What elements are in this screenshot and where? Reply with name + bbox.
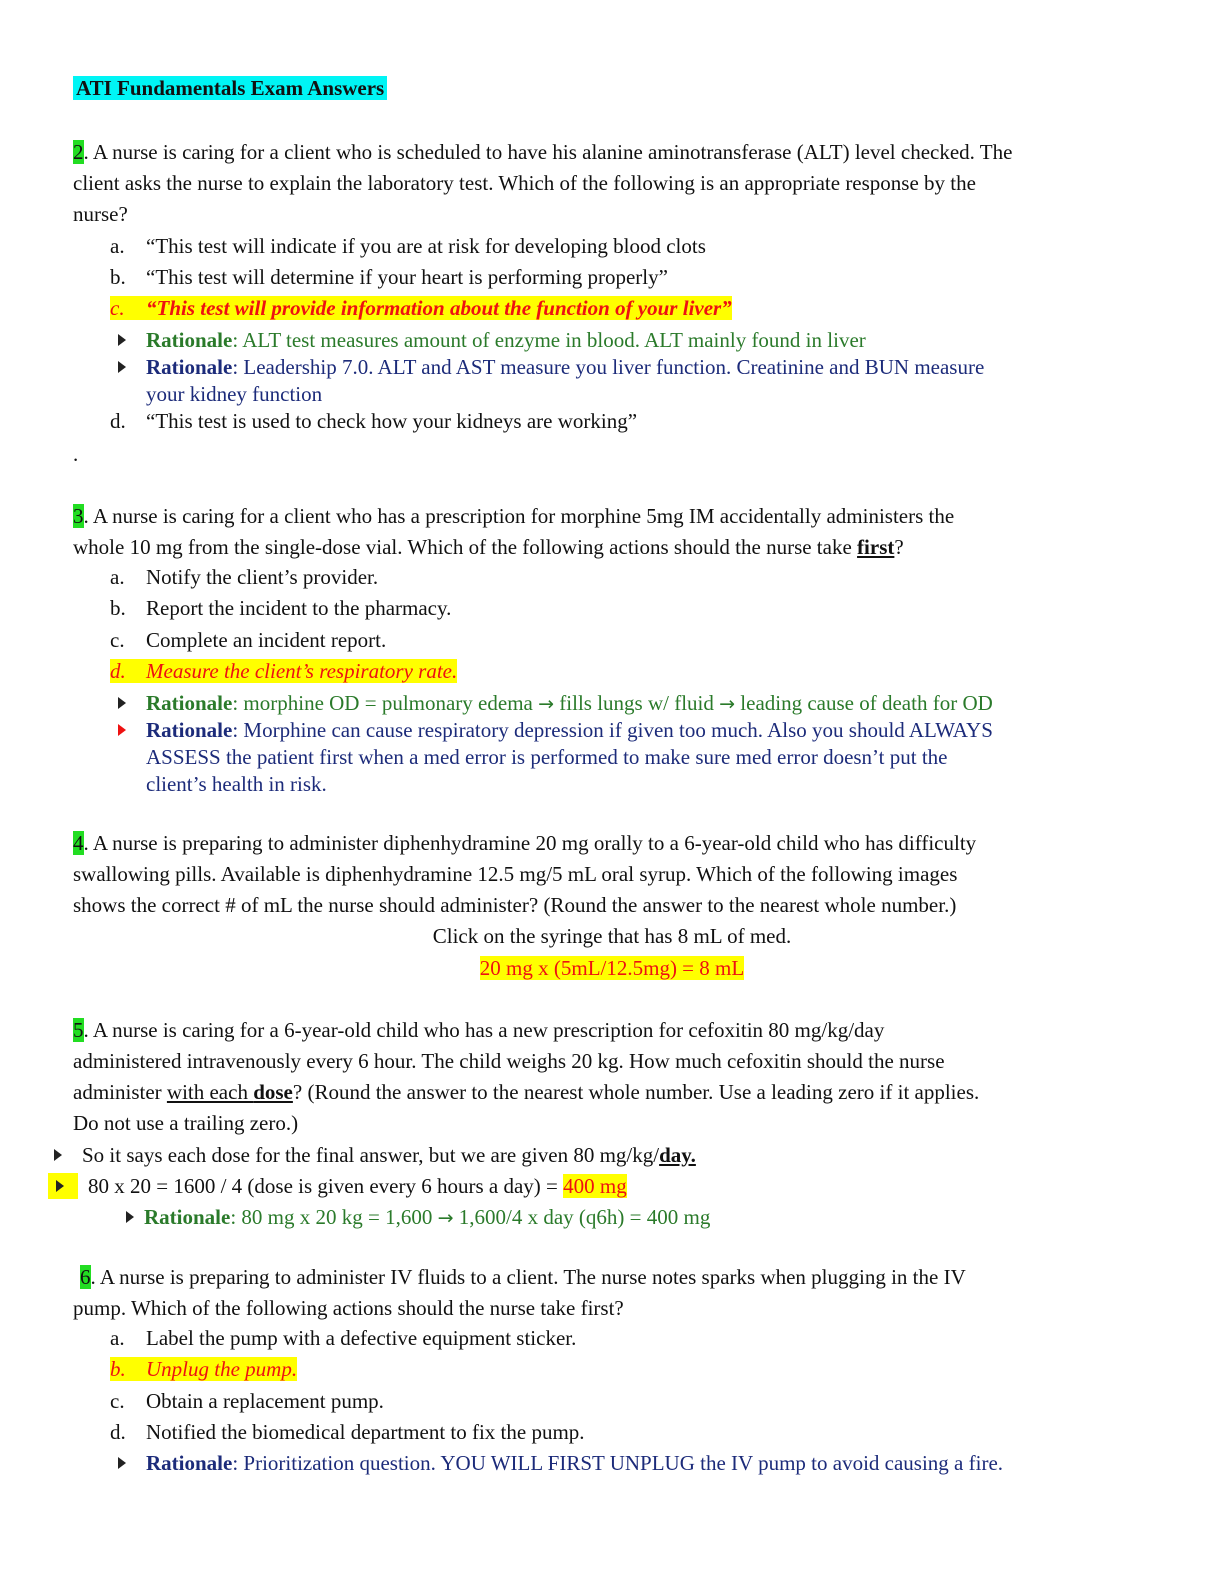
right-arrow-icon: → bbox=[437, 1207, 454, 1229]
q5-line2: administered intravenously every 6 hour. The child weighs 20 kg. How much cefoxitin should the nurse bbox=[73, 1049, 945, 1073]
bullet-arrow-icon bbox=[118, 724, 126, 736]
q3-option-b: b. Report the incident to the pharmacy. bbox=[110, 596, 452, 620]
q2-line1: 2. A nurse is caring for a client who is scheduled to have his alanine aminotransferase (ALT) level checked. The bbox=[73, 140, 1013, 164]
q2-rationale-2-cont: your kidney function bbox=[146, 382, 323, 406]
q3-line2: whole 10 mg from the single-dose vial. Which of the following actions should the nurse take first? bbox=[73, 535, 904, 559]
q4-line2: swallowing pills. Available is diphenhydramine 12.5 mg/5 mL oral syrup. Which of the following images bbox=[73, 862, 958, 886]
q2-option-c-correct: c. “This test will provide information about the function of your liver” bbox=[110, 296, 732, 320]
q4-instruction: Click on the syringe that has 8 mL of med. bbox=[432, 924, 792, 948]
q6-option-c: c. Obtain a replacement pump. bbox=[110, 1389, 384, 1413]
q3-rationale-2: Rationale: Morphine can cause respiratory depression if given too much. Also you should ALWAYS bbox=[118, 716, 993, 744]
stray-dot: . bbox=[73, 442, 79, 466]
q6-line1: 6. A nurse is preparing to administer IV fluids to a client. The nurse notes sparks when plugging in the IV bbox=[80, 1265, 966, 1289]
document-title: ATI Fundamentals Exam Answers bbox=[73, 74, 387, 102]
q2-rationale-1: Rationale: ALT test measures amount of enzyme in blood. ALT mainly found in liver bbox=[118, 326, 866, 354]
q6-option-a: a. Label the pump with a defective equipment sticker. bbox=[110, 1326, 577, 1350]
q2-line3: nurse? bbox=[73, 202, 128, 226]
q5-rationale: Rationale: 80 mg x 20 kg = 1,600 → 1,600/4 x day (q6h) = 400 mg bbox=[126, 1203, 710, 1232]
right-arrow-icon: → bbox=[719, 693, 736, 715]
q6-option-d: d. Notified the biomedical department to fix the pump. bbox=[110, 1420, 585, 1444]
bullet-arrow-icon bbox=[118, 1457, 126, 1469]
bullet-highlight bbox=[48, 1173, 78, 1199]
q3-line1: 3. A nurse is caring for a client who has a prescription for morphine 5mg IM accidentally administers the bbox=[73, 504, 955, 528]
q4-line3: shows the correct # of mL the nurse should administer? (Round the answer to the nearest whole number.) bbox=[73, 893, 957, 917]
q3-rationale-2-cont2: client’s health in risk. bbox=[146, 772, 327, 796]
q6-rationale: Rationale: Prioritization question. YOU WILL FIRST UNPLUG the IV pump to avoid causing a fire. bbox=[118, 1449, 1003, 1477]
q4-number: 4 bbox=[73, 831, 84, 855]
q2-rationale-2: Rationale: Leadership 7.0. ALT and AST measure you liver function. Creatinine and BUN measure bbox=[118, 353, 984, 381]
q5-number: 5 bbox=[73, 1018, 84, 1042]
bullet-arrow-icon bbox=[54, 1149, 62, 1161]
q5-line1: 5. A nurse is caring for a 6-year-old child who has a new prescription for cefoxitin 80 mg/kg/day bbox=[73, 1018, 885, 1042]
q5-line4: Do not use a trailing zero.) bbox=[73, 1111, 299, 1135]
right-arrow-icon: → bbox=[538, 693, 555, 715]
q6-line2: pump. Which of the following actions should the nurse take first? bbox=[73, 1296, 624, 1320]
q6-option-b-correct: b. Unplug the pump. bbox=[110, 1357, 298, 1381]
q3-rationale-2-cont1: ASSESS the patient first when a med error is performed to make sure med error doesn’t put the bbox=[146, 745, 948, 769]
q5-bullet-1: So it says each dose for the final answer, but we are given 80 mg/kg/day. bbox=[54, 1141, 696, 1169]
q2-number: 2 bbox=[73, 140, 84, 164]
bullet-arrow-icon bbox=[126, 1211, 134, 1223]
bullet-arrow-icon bbox=[118, 361, 126, 373]
q2-line2: client asks the nurse to explain the laboratory test. Which of the following is an appropriate response by the bbox=[73, 171, 976, 195]
q4-calculation: 20 mg x (5mL/12.5mg) = 8 mL bbox=[479, 956, 745, 980]
bullet-arrow-icon bbox=[118, 334, 126, 346]
q6-number: 6 bbox=[80, 1265, 91, 1289]
bullet-arrow-icon bbox=[118, 697, 126, 709]
q3-option-c: c. Complete an incident report. bbox=[110, 628, 387, 652]
q2-option-d: d. “This test is used to check how your kidneys are working” bbox=[110, 409, 638, 433]
bullet-arrow-icon bbox=[56, 1180, 64, 1192]
q4-line1: 4. A nurse is preparing to administer diphenhydramine 20 mg orally to a 6-year-old child who has difficulty bbox=[73, 831, 977, 855]
q3-option-a: a. Notify the client’s provider. bbox=[110, 565, 379, 589]
q5-line3: administer with each dose? (Round the answer to the nearest whole number. Use a leading zero if it applies. bbox=[73, 1080, 980, 1104]
q2-option-a: a. “This test will indicate if you are at risk for developing blood clots bbox=[110, 234, 706, 258]
q3-rationale-1: Rationale: morphine OD = pulmonary edema → fills lungs w/ fluid → leading cause of death for OD bbox=[118, 689, 993, 718]
q2-option-b: b. “This test will determine if your heart is performing properly” bbox=[110, 265, 668, 289]
q3-option-d-correct: d. Measure the client’s respiratory rate. bbox=[110, 659, 458, 683]
q3-number: 3 bbox=[73, 504, 84, 528]
q5-bullet-2: 80 x 20 = 1600 / 4 (dose is given every 6 hours a day) = 400 mg bbox=[48, 1172, 627, 1201]
